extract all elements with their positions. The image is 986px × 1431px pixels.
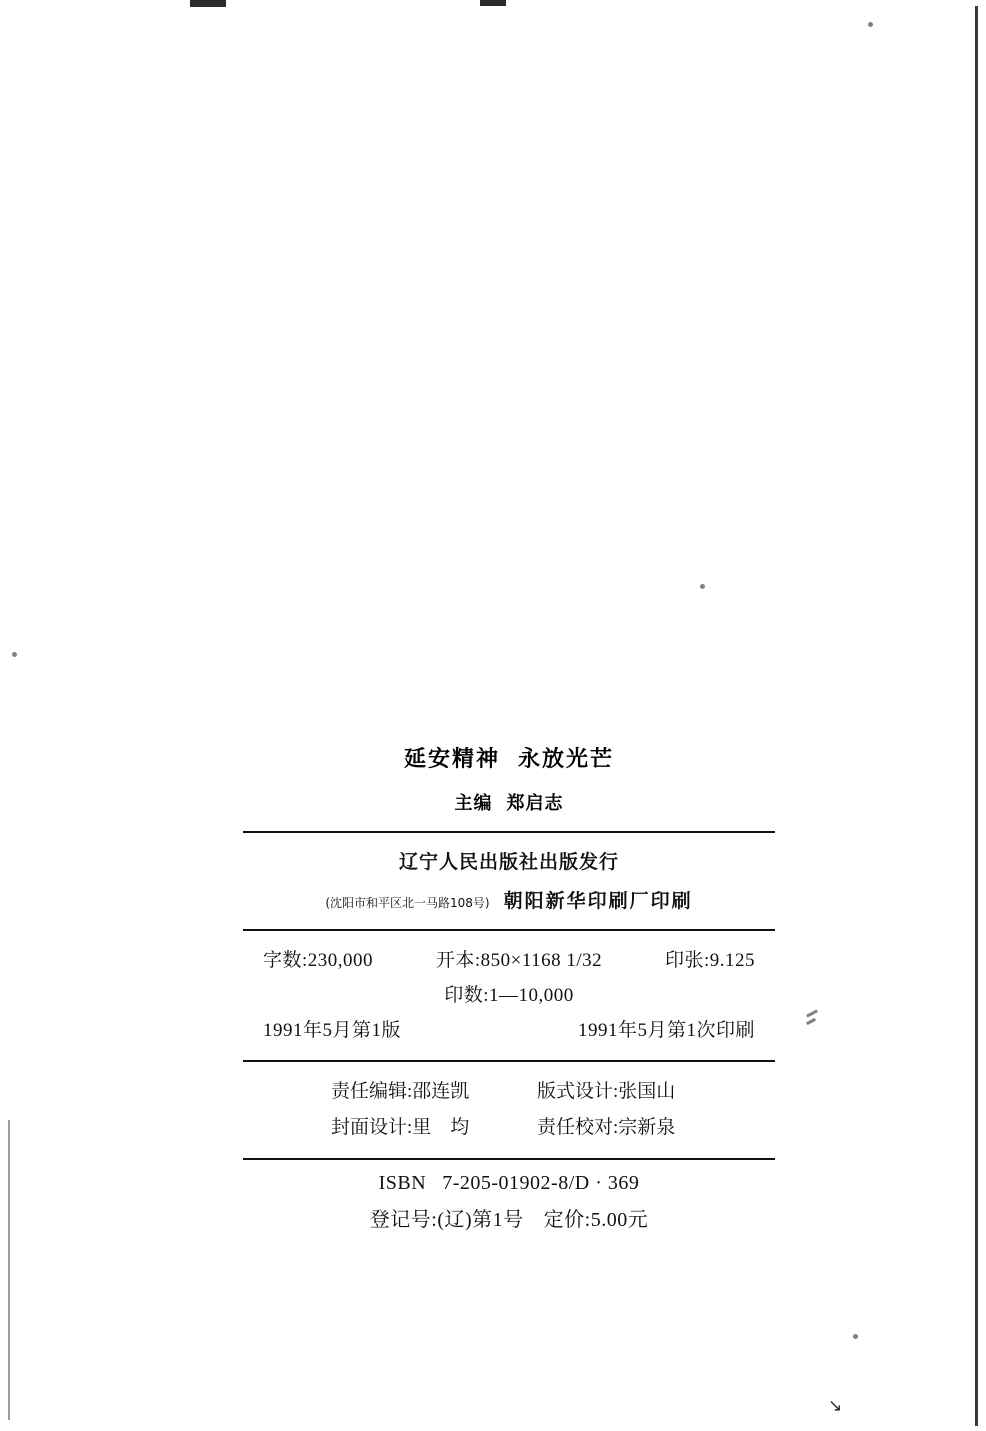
scan-edge-line-left: [8, 1120, 10, 1420]
specs-row-2: [243, 980, 775, 1007]
book-title-main: 延安精神: [403, 747, 500, 772]
book-title-sub: 永放光芒: [518, 747, 615, 772]
address-printer-row: [243, 886, 775, 913]
spec-sheets: 印张:9.125: [664, 950, 755, 971]
publisher-address: (沈阳市和平区北一马路108号): [325, 896, 490, 910]
registration-number: 登记号:(辽)第1号: [369, 1209, 524, 1231]
credits-row-2: [243, 1112, 775, 1139]
scan-speck: [700, 584, 705, 589]
credit-responsible-editor: 责任编辑:邵连凯: [331, 1081, 470, 1102]
credits-row-1: [243, 1076, 775, 1103]
specs-row-3: [243, 1015, 775, 1042]
editor-label: 主编: [454, 793, 493, 814]
spec-print-run: 印数:1—10,000: [444, 985, 574, 1006]
scan-speck: [806, 1018, 816, 1025]
isbn-line: [243, 1172, 775, 1195]
spec-format: 开本:850×1168 1/32: [435, 950, 603, 971]
scan-speck: [12, 652, 17, 657]
spec-impression: 1991年5月第1次印刷: [577, 1020, 755, 1041]
spec-word-count: 字数:230,000: [263, 950, 374, 971]
publisher-section: [243, 833, 775, 929]
printer-name: 朝阳新华印刷厂印刷: [503, 890, 693, 912]
editor-name: 郑启志: [506, 793, 564, 814]
registration-price-line: [243, 1203, 775, 1232]
print-specs-section: [243, 931, 775, 1060]
credits-section: [243, 1062, 775, 1158]
isbn-value: 7-205-01902-8/D · 369: [442, 1172, 640, 1194]
colophon-block: [243, 742, 775, 1232]
credit-proofreading: 责任校对:宗新泉: [537, 1117, 676, 1138]
corner-mark-glyph: ↘: [828, 1396, 842, 1415]
book-title: [243, 742, 775, 773]
isbn-label: ISBN: [378, 1172, 427, 1194]
specs-row-1: [243, 945, 775, 972]
price-value: 定价:5.00元: [543, 1209, 649, 1231]
isbn-section: [243, 1160, 775, 1232]
credit-cover-design: 封面设计:里 均: [331, 1117, 470, 1138]
scan-speck: [868, 22, 873, 27]
scan-artifact-top-left: [190, 0, 226, 7]
credit-layout-design: 版式设计:张国山: [537, 1081, 676, 1102]
editor-line: [243, 789, 775, 815]
spec-edition: 1991年5月第1版: [263, 1020, 402, 1041]
publisher-name: 辽宁人民出版社出版发行: [398, 851, 619, 873]
scan-artifact-top-middle: [480, 0, 506, 6]
scan-speck: [853, 1334, 858, 1339]
scan-speck: [806, 1009, 818, 1017]
scan-edge-line-right: [975, 6, 978, 1426]
